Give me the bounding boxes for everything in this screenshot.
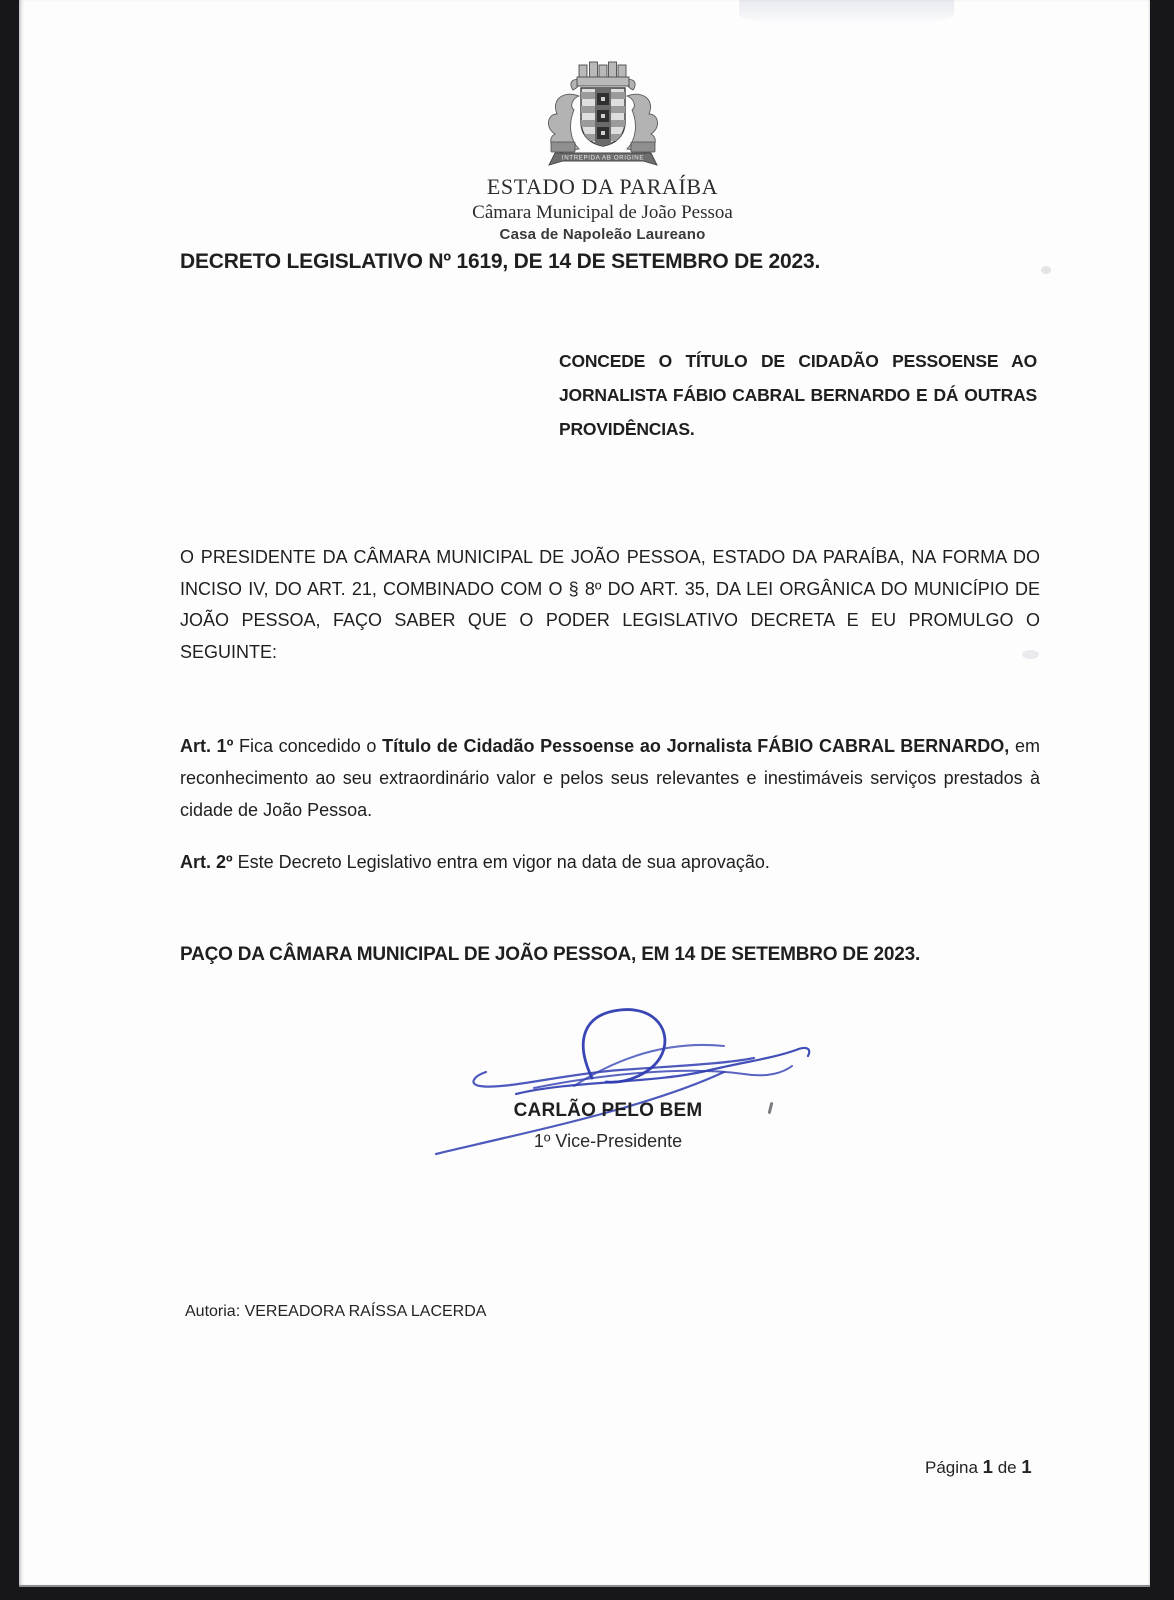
document-header [19,56,1150,243]
signer-name: CARLÃO PELO BEM [513,1100,703,1121]
page-current: 1 [982,1456,993,1477]
decree-summary: CONCEDE O TÍTULO DE CIDADÃO PESSOENSE AO JORNALISTA FÁBIO CABRAL BERNARDO E DÁ OUTRAS PROVIDÊNCIAS. [559,351,1037,439]
page-label: Página [925,1458,978,1477]
document-page [19,0,1150,1587]
scan-smudge [739,0,954,26]
crest-motto-text: INTREPIDA AB ORIGINE [561,154,644,162]
decree-preamble: O PRESIDENTE DA CÂMARA MUNICIPAL DE JOÃO PESSOA, ESTADO DA PARAÍBA, NA FORMA DO INCISO IV, DO ART. 21, COMBINADO COM O § 8º DO ART. 35, DA LEI ORGÂNICA DO MUNICÍPIO DE JOÃO PESSOA, FAÇO SABER QUE O PODER LEGISLATIVO DECRETA E EU PROMULGO O SEGUINTE: [180,547,1040,662]
article-1 [180,730,1040,826]
coat-of-arms-icon [543,56,663,168]
article-1-lead: Fica concedido o [233,736,383,756]
header-chamber: Câmara Municipal de João Pessoa [472,202,733,223]
page-number [925,1456,1032,1478]
place-date-line: PAÇO DA CÂMARA MUNICIPAL DE JOÃO PESSOA, EM 14 DE SETEMBRO DE 2023. [180,944,921,965]
authorship-line: Autoria: VEREADORA RAÍSSA LACERDA [185,1303,487,1320]
page-total: 1 [1021,1456,1032,1477]
page-of: de [997,1458,1017,1477]
article-1-emphasis: Título de Cidadão Pessoense ao Jornalista FÁBIO CABRAL BERNARDO, [382,736,1010,756]
article-2-label: Art. 2º [180,852,233,872]
article-1-rest: em reconhecimento ao seu extraordinário valor e pelos seus relevantes e inestimáveis serviços prestados à cidade de João Pessoa. [180,736,1040,820]
header-house: Casa de Napoleão Laureano [499,226,706,243]
article-2-text: Este Decreto Legislativo entra em vigor na data de sua aprovação. [232,852,770,872]
signer-role: 1º Vice-Presidente [533,1131,683,1151]
decree-title: DECRETO LEGISLATIVO Nº 1619, DE 14 DE SETEMBRO DE 2023. [180,250,821,273]
scan-speck [1022,650,1039,659]
article-2 [180,846,1040,878]
article-1-label: Art. 1º [180,736,234,756]
header-state: ESTADO DA PARAÍBA [486,174,719,199]
scan-speck [1041,266,1051,274]
signature-block [418,1100,798,1152]
